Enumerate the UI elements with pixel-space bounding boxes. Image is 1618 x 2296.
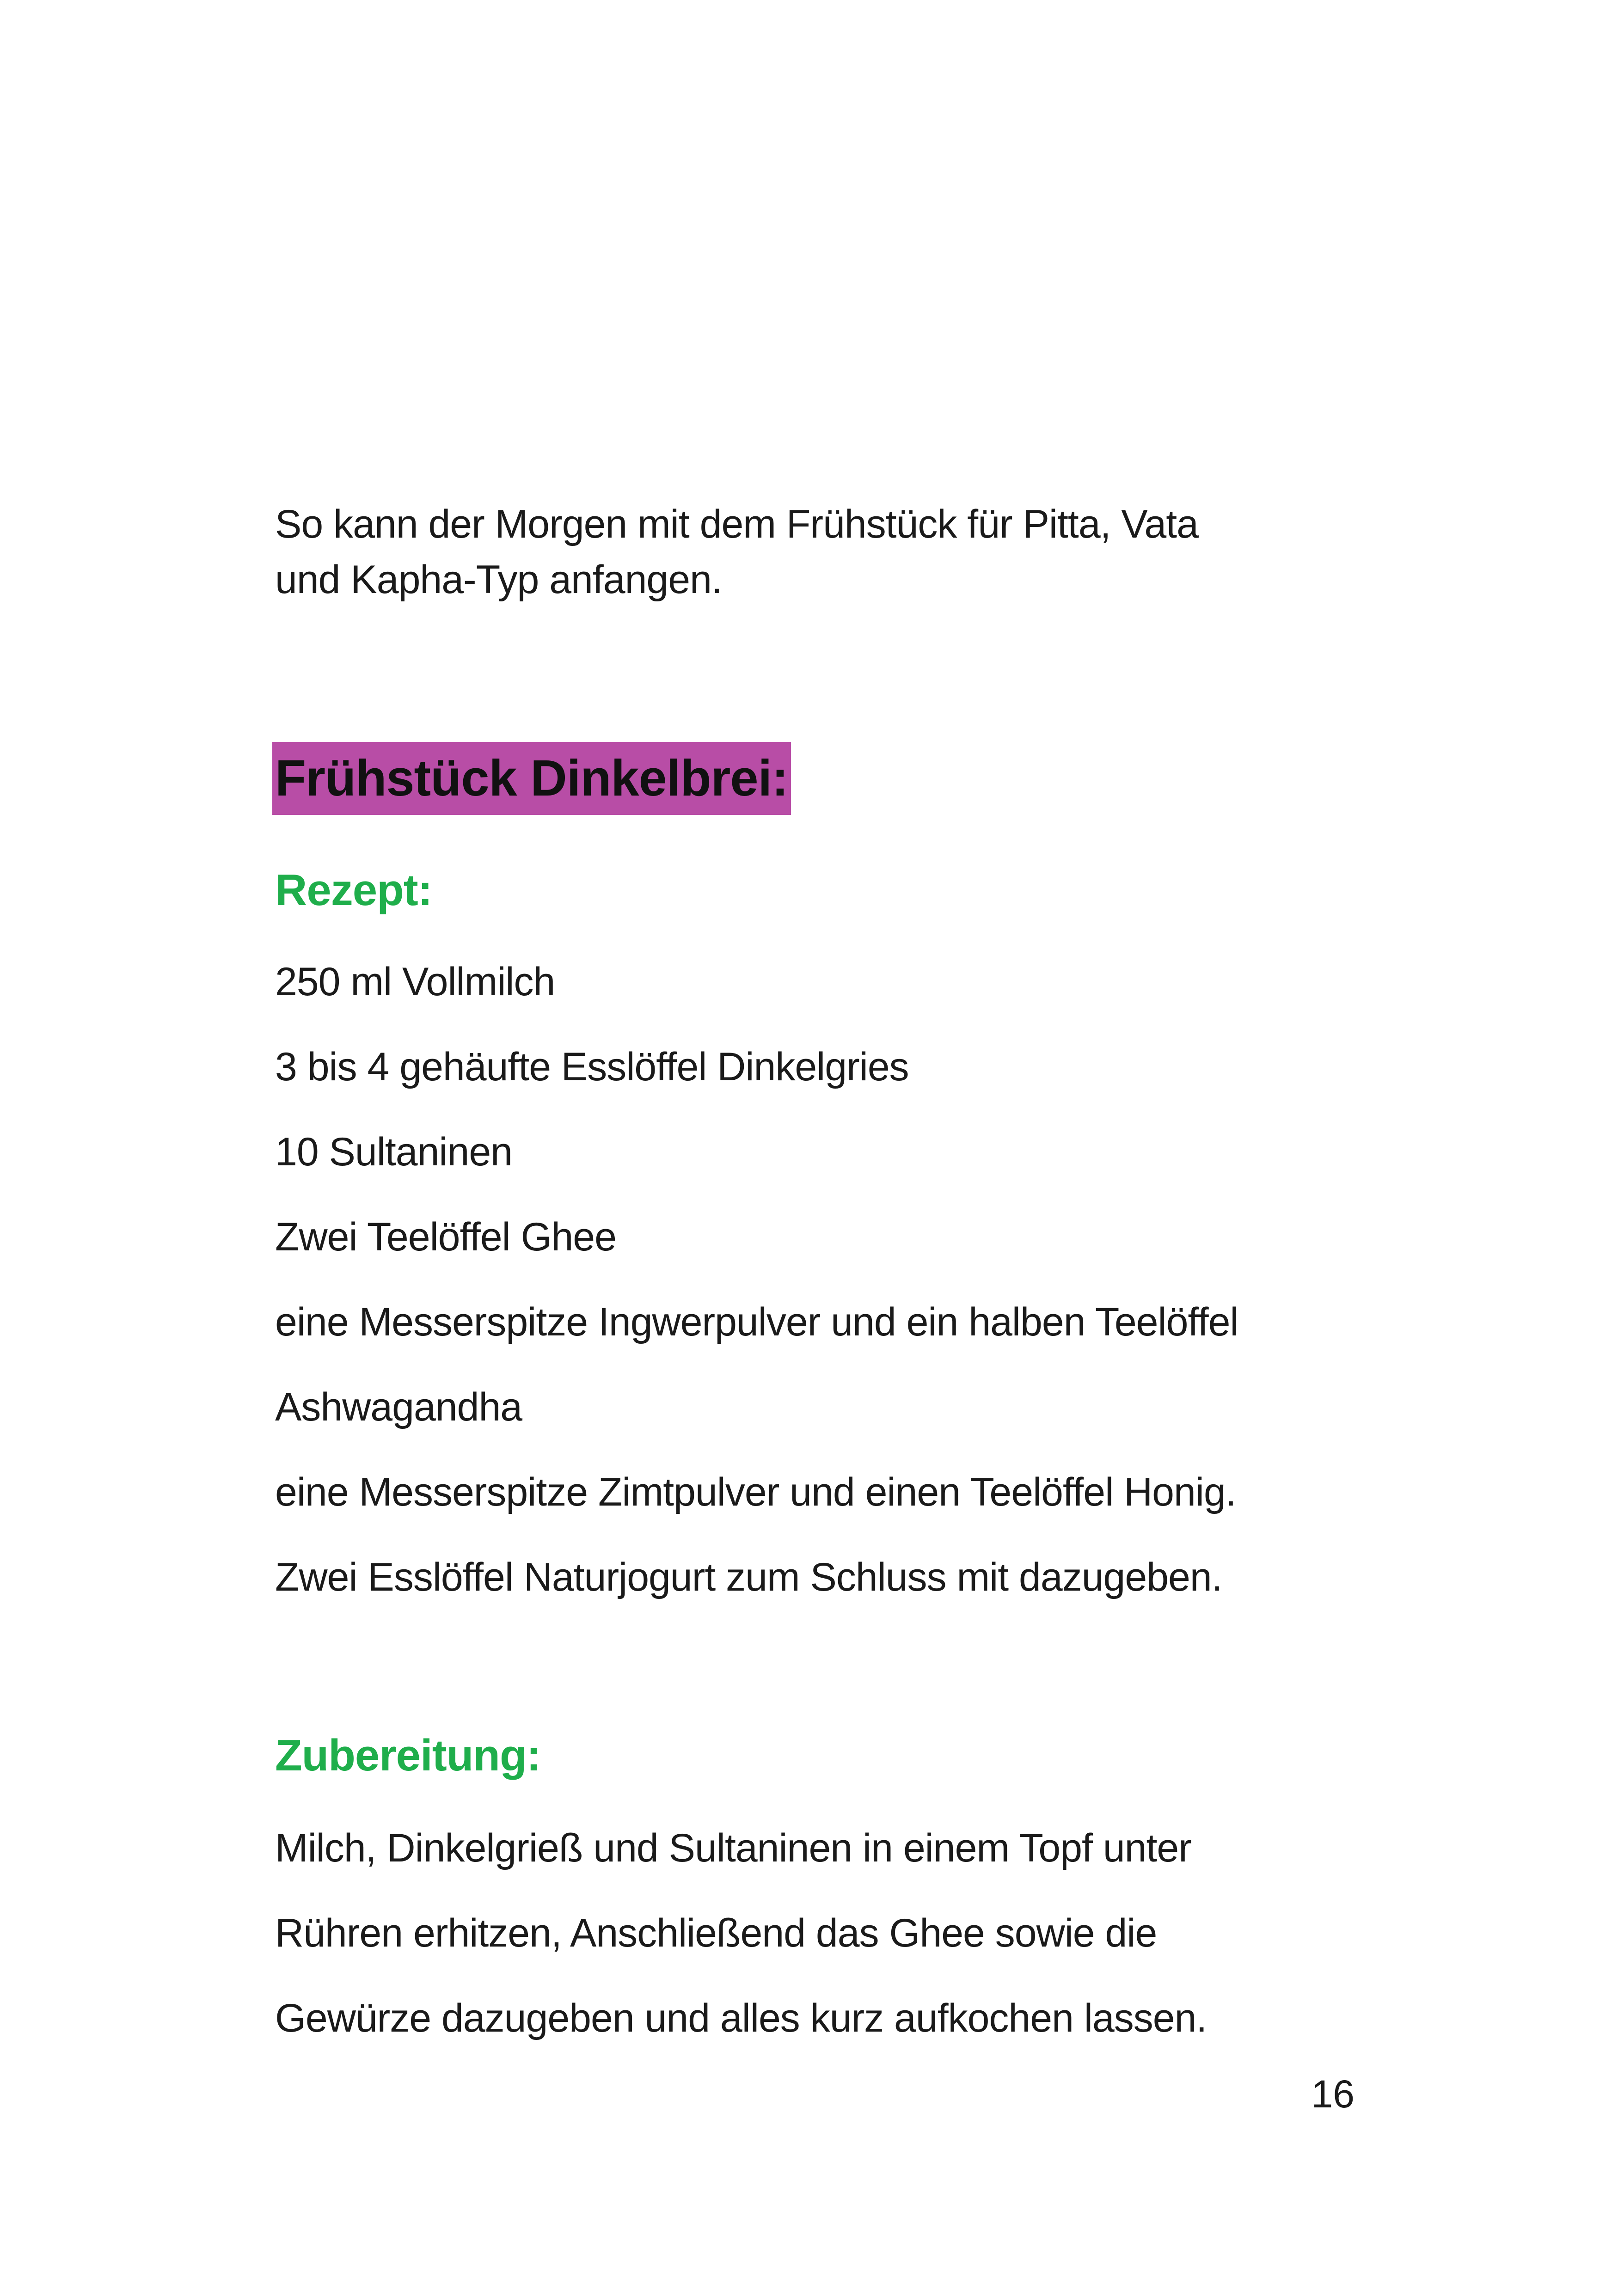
preparation-heading: Zubereitung: (275, 1731, 541, 1780)
intro-line-2: und Kapha-Typ anfangen. (275, 557, 722, 602)
ingredient-item: 10 Sultaninen (275, 1130, 512, 1174)
dish-title: Frühstück Dinkelbrei: (272, 742, 791, 815)
intro-paragraph (275, 496, 1198, 607)
preparation-line: Rühren erhitzen, Anschließend das Ghee sowie die (275, 1911, 1157, 1955)
ingredient-item: Zwei Esslöffel Naturjogurt zum Schluss mit dazugeben. (275, 1555, 1222, 1599)
ingredient-item: eine Messerspitze Zimtpulver und einen Teelöffel Honig. (275, 1470, 1236, 1514)
recipe-heading: Rezept: (275, 865, 432, 915)
page-number: 16 (1311, 2072, 1354, 2116)
ingredient-item: 3 bis 4 gehäufte Esslöffel Dinkelgries (275, 1045, 909, 1089)
ingredient-list (275, 954, 1238, 1635)
ingredient-item: eine Messerspitze Ingwerpulver und ein halben Teelöffel (275, 1300, 1238, 1344)
ingredient-item: Zwei Teelöffel Ghee (275, 1215, 616, 1259)
preparation-paragraph (275, 1820, 1207, 2076)
intro-line-1: So kann der Morgen mit dem Frühstück für Pitta, Vata (275, 502, 1198, 546)
preparation-line: Milch, Dinkelgrieß und Sultaninen in einem Topf unter (275, 1826, 1191, 1870)
ingredient-item: 250 ml Vollmilch (275, 960, 555, 1004)
ingredient-item: Ashwagandha (275, 1385, 522, 1429)
preparation-line: Gewürze dazugeben und alles kurz aufkochen lassen. (275, 1996, 1207, 2040)
